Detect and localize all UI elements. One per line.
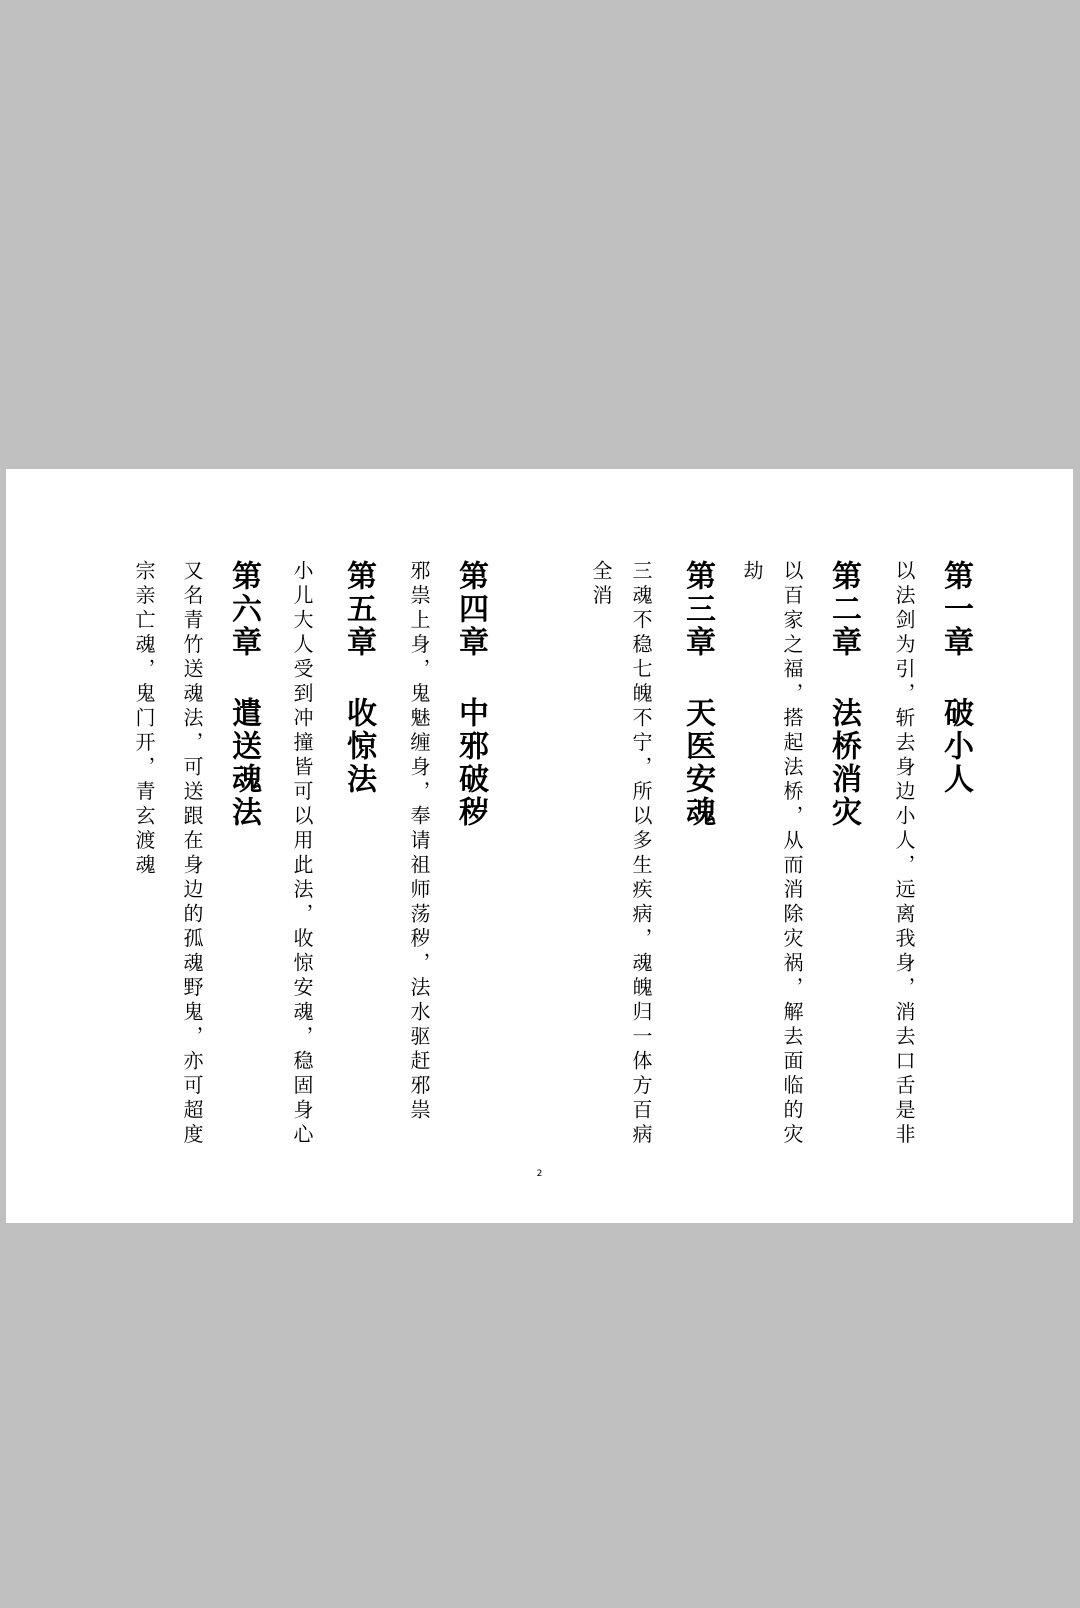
chapter-3-title: 第三章 天医安魂: [680, 560, 715, 829]
chapter-2-text-line-continued: 劫: [740, 560, 764, 585]
chapter-2-title: 第二章 法桥消灾: [826, 560, 861, 829]
page-number: 2: [536, 1169, 543, 1179]
chapter-1-text-line: 以法剑为引，斩去身边小人，远离我身，消去口舌是非: [892, 560, 916, 1148]
chapter-2-text-line: 以百家之福，搭起法桥，从而消除灾祸，解去面临的灾: [780, 560, 804, 1148]
chapter-4-text-line: 邪祟上身，鬼魅缠身，奉请祖师荡秽，法水驱赶邪祟: [407, 560, 431, 1124]
chapter-5-title: 第五章 收惊法: [341, 560, 376, 796]
document-page: [6, 469, 1073, 1223]
chapter-4-title: 第四章 中邪破秽: [453, 560, 488, 829]
chapter-3-text-line-continued: 全消: [589, 560, 613, 609]
chapter-5-text-line: 小儿大人受到冲撞皆可以用此法，收惊安魂，稳固身心: [290, 560, 314, 1148]
chapter-6-title: 第六章 遣送魂法: [226, 560, 261, 829]
chapter-1-title: 第一章 破小人: [938, 560, 973, 796]
chapter-6-text-line: 又名青竹送魂法，可送跟在身边的孤魂野鬼，亦可超度: [180, 560, 204, 1148]
chapter-6-text-line-continued: 宗亲亡魂，鬼门开，青玄渡魂: [132, 560, 156, 879]
chapter-3-text-line: 三魂不稳七魄不宁，所以多生疾病，魂魄归一体方百病: [629, 560, 653, 1148]
